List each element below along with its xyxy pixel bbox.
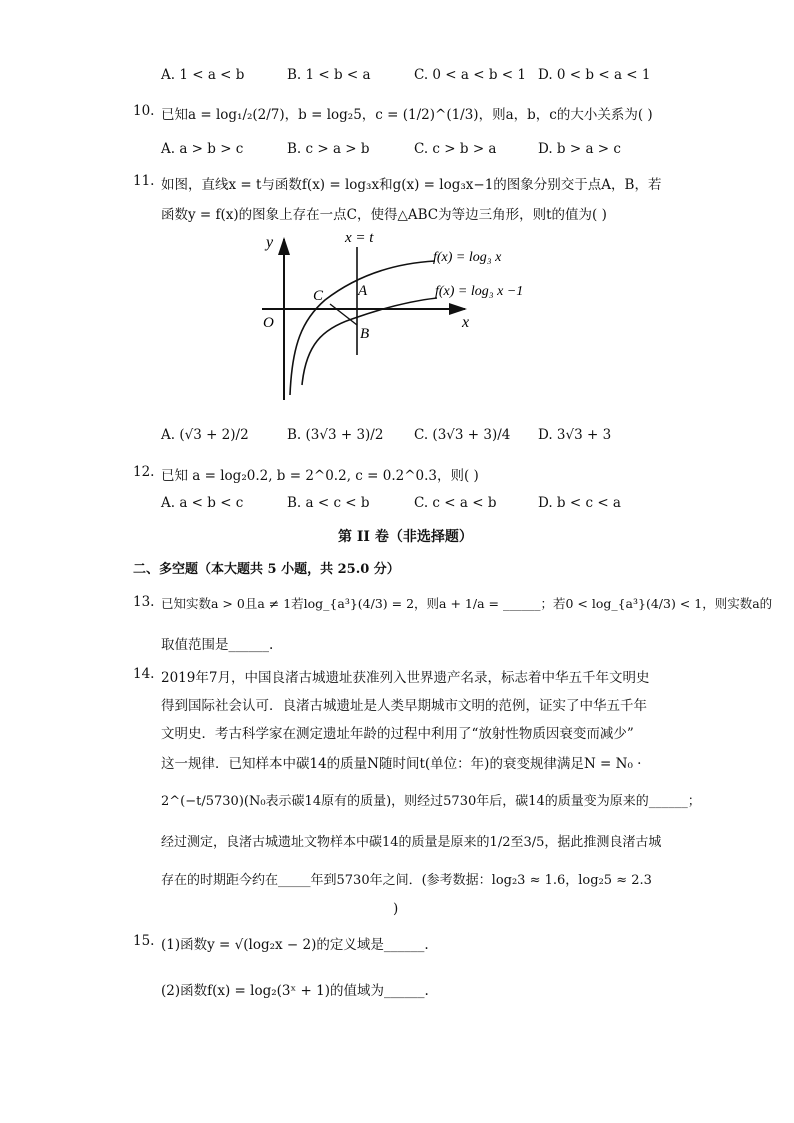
label-x: x: [462, 314, 470, 331]
q15-number: 15.: [133, 933, 155, 949]
q12-option-d: D. b < c < a: [538, 495, 621, 511]
q14-line: 存在的时期距今约在_____年到5730年之间．(参考数据：log₂3 ≈ 1.6，log₂5 ≈ 2.3: [161, 873, 652, 888]
q11-line2: 函数y = f(x)的图象上存在一点C，使得△ABC为等边三角形，则t的值为( ): [161, 207, 607, 223]
label-curve-g: f(x) = log₃ x −1: [435, 284, 524, 299]
q11-figure: [250, 225, 550, 405]
q14-line: ): [393, 901, 399, 917]
part2-title: 第 II 卷（非选择题）: [338, 529, 473, 545]
q14-number: 14.: [133, 666, 155, 682]
q11-number: 11.: [133, 173, 155, 189]
q9-option-d: D. 0 < b < a < 1: [538, 67, 651, 83]
label-curve-f: f(x) = log₃ x: [433, 250, 502, 265]
q13-number: 13.: [133, 594, 155, 610]
q14-line: 经过测定，良渚古城遗址文物样本中碳14的质量是原来的1/2至3/5，据此推测良渚古城: [161, 835, 662, 850]
q10-option-d: D. b > a > c: [538, 141, 621, 157]
q13-line2: 取值范围是______.: [161, 637, 274, 653]
q10-option-b: B. c > a > b: [287, 141, 370, 157]
label-line-t: x = t: [345, 230, 374, 246]
q10-number: 10.: [133, 103, 155, 119]
label-point-c: C: [313, 288, 324, 304]
section2-heading: 二、多空题（本大题共 5 小题，共 25.0 分）: [133, 562, 400, 577]
q12-option-a: A. a < b < c: [161, 495, 244, 511]
q9-option-c: C. 0 < a < b < 1: [414, 67, 526, 83]
curve-g: [302, 298, 437, 385]
q10-text: 已知a = log₁/₂(2/7)，b = log₂5，c = (1/2)^(1/3)，则a，b，c的大小关系为( ): [161, 107, 653, 123]
q10-option-a: A. a > b > c: [161, 141, 244, 157]
q9-option-b: B. 1 < b < a: [287, 67, 371, 83]
q11-option-c: C. (3√3 + 3)/4: [414, 427, 511, 443]
q12-option-c: C. c < a < b: [414, 495, 497, 511]
q14-line: 2019年7月，中国良渚古城遗址获准列入世界遗产名录，标志着中华五千年文明史: [161, 670, 650, 686]
q11-option-a: A. (√3 + 2)/2: [161, 427, 249, 443]
q11-line1: 如图，直线x = t与函数f(x) = log₃x和g(x) = log₃x−1的图象分别交于点A，B，若: [161, 177, 662, 193]
q14-line: 文明史．考古科学家在测定遗址年龄的过程中利用了“放射性物质因衰变而减少”: [161, 726, 634, 742]
q11-option-b: B. (3√3 + 3)/2: [287, 427, 384, 443]
q12-text: 已知 a = log₂0.2, b = 2^0.2, c = 0.2^0.3，则( ): [161, 468, 479, 484]
q15-part1: (1)函数y = √(log₂x − 2)的定义域是______.: [161, 937, 429, 953]
q12-option-b: B. a < c < b: [287, 495, 370, 511]
q14-line: 2^(−t/5730)(N₀表示碳14原有的质量)，则经过5730年后，碳14的质量变为原来的______；: [161, 794, 701, 809]
label-y: y: [266, 234, 274, 251]
q11-option-d: D. 3√3 + 3: [538, 427, 612, 443]
q10-option-c: C. c > b > a: [414, 141, 497, 157]
q9-option-a: A. 1 < a < b: [161, 67, 245, 83]
label-point-b: B: [360, 326, 370, 342]
q12-number: 12.: [133, 464, 155, 480]
label-point-a: A: [358, 283, 368, 299]
q15-part2: (2)函数f(x) = log₂(3ˣ + 1)的值域为______.: [161, 983, 429, 999]
q14-line: 得到国际社会认可．良渚古城遗址是人类早期城市文明的范例，证实了中华五千年: [161, 698, 647, 714]
label-origin: O: [263, 315, 274, 331]
q14-line: 这一规律．已知样本中碳14的质量N随时间t(单位：年)的衰变规律满足N = N₀ ·: [161, 756, 642, 772]
q13-line1: 已知实数a > 0且a ≠ 1若log_{a³}(4/3) = 2，则a + 1/a = ______；若0 < log_{a³}(4/3) < 1，则实数a的: [161, 596, 773, 611]
